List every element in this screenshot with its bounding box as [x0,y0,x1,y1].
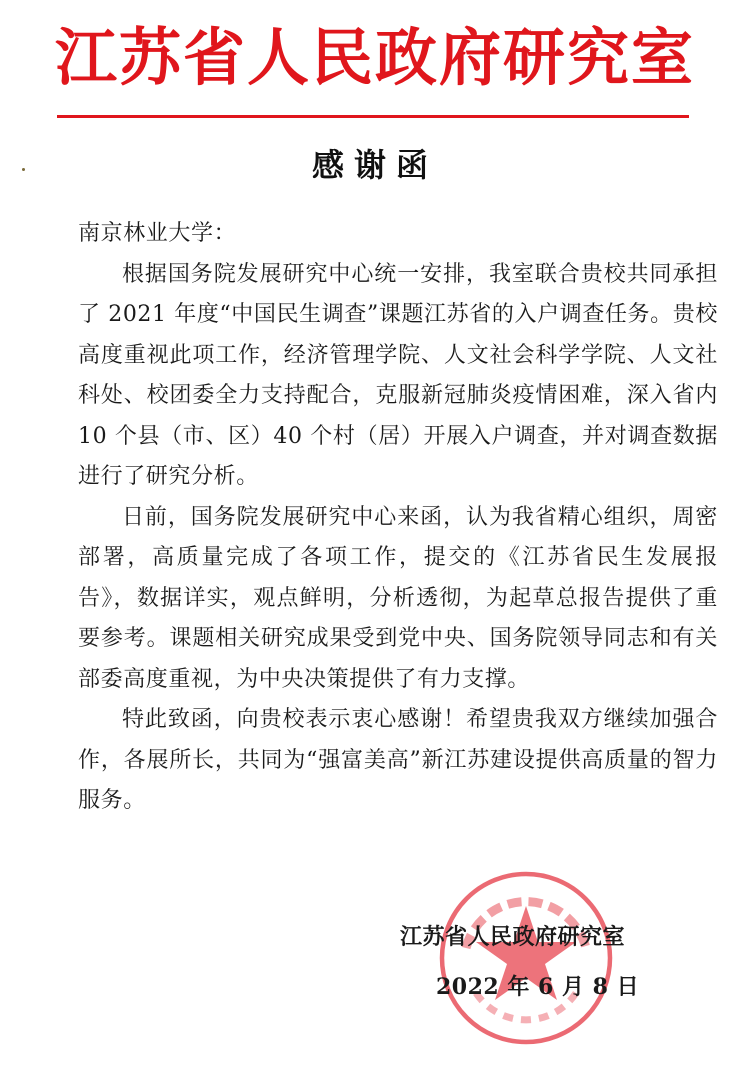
letterhead-red-rule [57,115,689,118]
paragraph-1: 根据国务院发展研究中心统一安排，我室联合贵校共同承担了 2021 年度“中国民生调查”课题江苏省的入户调查任务。贵校高度重视此项工作，经济管理学院、人文社会科学学院、人文社科处、校团委全力支持配合，克服新冠肺炎疫情困难，深入省内 10 个县（市、区）40 个村（居）开展入户调查，并对调查数据进行了研究分析。 [78,261,718,489]
document-title: 感谢函 [311,146,438,184]
paragraph-3: 特此致函，向贵校表示衷心感谢！希望贵我双方继续加强合作，各展所长，共同为“强富美高”新江苏建设提供高质量的智力服务。 [78,707,718,813]
official-seal-stamp [436,868,616,1048]
paragraph-2: 日前，国务院发展研究中心来函，认为我省精心组织，周密部署，高质量完成了各项工作，提交的《江苏省民生发展报告》，数据详实，观点鲜明，分析透彻，为起草总报告提供了重要参考。课题相关研究成果受到党中央、国务院领导同志和有关部委高度重视，为中央决策提供了有力支撑。 [78,504,718,692]
salutation: 南京林业大学： [78,221,237,246]
signature-organization: 江苏省人民政府研究室 [400,924,626,950]
letterhead-title: 江苏省人民政府研究室 [54,21,695,94]
signature-date: 2022 年 6 月 8 日 [436,974,640,1000]
letter-body [78,214,718,822]
